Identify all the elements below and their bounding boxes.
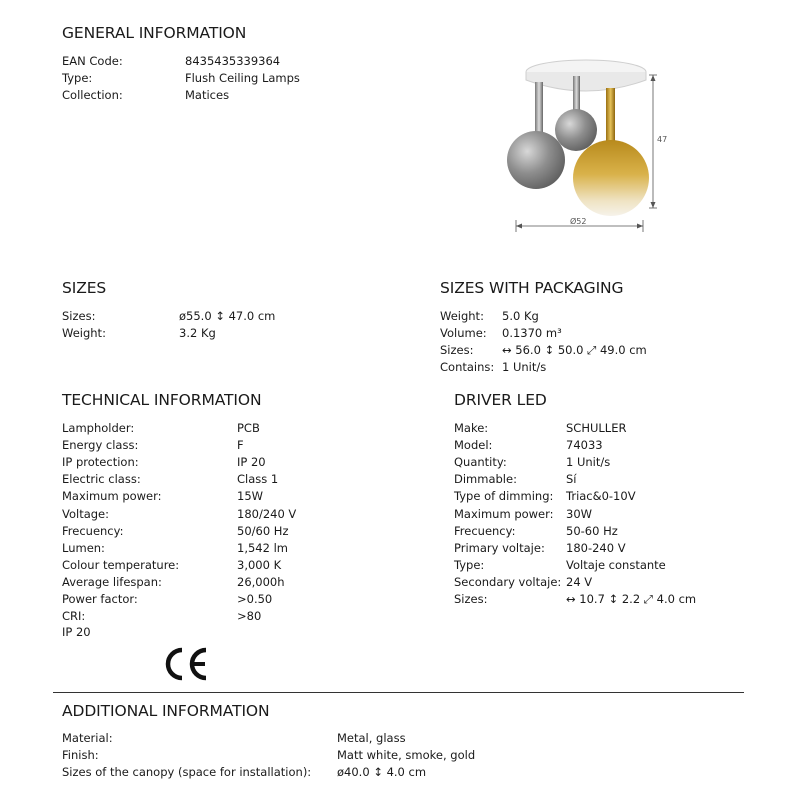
row-value: 15W bbox=[237, 489, 264, 504]
row-label: CRI: bbox=[62, 609, 86, 624]
row-value: 8435435339364 bbox=[185, 54, 281, 68]
row-label: Material: bbox=[62, 731, 113, 745]
section-divider bbox=[53, 692, 744, 693]
row-label: Volume: bbox=[440, 326, 487, 340]
row-label: Lampholder: bbox=[62, 421, 135, 435]
row-value: ø40.0 ↕ 4.0 cm bbox=[337, 765, 427, 779]
row-label: Power factor: bbox=[62, 592, 138, 606]
row-label: Collection: bbox=[62, 88, 123, 102]
row-value: 1 Unit/s bbox=[566, 455, 611, 470]
row-value: PCB bbox=[237, 421, 260, 435]
width-dimension-label: Ø52 bbox=[570, 217, 587, 226]
row-label: Type: bbox=[454, 557, 485, 572]
row-value: 1 Unit/s bbox=[502, 360, 547, 374]
row-value: IP 20 bbox=[237, 455, 266, 470]
row-value: SCHULLER bbox=[566, 421, 627, 435]
row-value: Triac&0-10V bbox=[566, 489, 636, 504]
additional-title: ADDITIONAL INFORMATION bbox=[62, 702, 270, 720]
row-value: 50/60 Hz bbox=[237, 523, 289, 538]
row-label: Finish: bbox=[62, 748, 99, 762]
row-label: Secondary voltaje: bbox=[454, 574, 562, 589]
row-value: 5.0 Kg bbox=[502, 309, 539, 323]
row-value: 30W bbox=[566, 506, 593, 521]
row-value: >0.50 bbox=[237, 592, 273, 606]
row-label: Model: bbox=[454, 438, 493, 453]
row-label: Contains: bbox=[440, 360, 495, 374]
row-value: Matices bbox=[185, 88, 230, 102]
row-label: Frecuency: bbox=[454, 523, 516, 538]
row-label: Type: bbox=[62, 71, 93, 85]
row-label: Sizes: bbox=[454, 592, 488, 606]
row-label: Energy class: bbox=[62, 438, 139, 453]
row-label: Dimmable: bbox=[454, 472, 517, 487]
row-value: 180/240 V bbox=[237, 506, 297, 521]
row-label: Sizes of the canopy (space for installation): bbox=[62, 765, 312, 779]
sizes-title: SIZES bbox=[62, 279, 107, 297]
row-value: Voltaje constante bbox=[566, 557, 666, 572]
general-title: GENERAL INFORMATION bbox=[62, 24, 247, 42]
row-label: Voltage: bbox=[62, 506, 110, 521]
row-label: Weight: bbox=[440, 309, 484, 323]
row-label: IP protection: bbox=[62, 455, 139, 470]
row-value: 1,542 lm bbox=[237, 540, 288, 555]
row-label: Primary voltaje: bbox=[454, 540, 545, 555]
row-label: Electric class: bbox=[62, 472, 141, 487]
row-label: Sizes: bbox=[62, 309, 96, 323]
packaging-title: SIZES WITH PACKAGING bbox=[440, 279, 624, 297]
driver-title: DRIVER LED bbox=[454, 391, 547, 409]
technical-title: TECHNICAL INFORMATION bbox=[62, 391, 262, 409]
row-value: ↔ 10.7 ↕ 2.2 ⤢ 4.0 cm bbox=[566, 592, 697, 606]
row-value: Matt white, smoke, gold bbox=[337, 748, 476, 762]
product-image bbox=[498, 58, 670, 242]
row-label: EAN Code: bbox=[62, 54, 123, 68]
row-value: ↔ 56.0 ↕ 50.0 ⤢ 49.0 cm bbox=[502, 343, 647, 357]
row-label: Quantity: bbox=[454, 455, 507, 470]
row-value: Metal, glass bbox=[337, 731, 406, 745]
row-value: 50-60 Hz bbox=[566, 523, 618, 538]
row-label: Average lifespan: bbox=[62, 574, 162, 589]
row-value: 26,000h bbox=[237, 574, 285, 589]
row-value: >80 bbox=[237, 609, 262, 624]
row-value: 74033 bbox=[566, 438, 603, 453]
row-label: Type of dimming: bbox=[454, 489, 554, 504]
row-label: Colour temperature: bbox=[62, 557, 180, 572]
row-label: Maximum power: bbox=[62, 489, 162, 504]
row-value: 0.1370 m³ bbox=[502, 326, 562, 340]
row-value: Sí bbox=[566, 472, 577, 487]
row-value: 24 V bbox=[566, 574, 593, 589]
technical-extra: IP 20 bbox=[62, 625, 91, 639]
row-value: F bbox=[237, 438, 244, 453]
ce-mark-icon bbox=[160, 644, 212, 684]
row-value: Class 1 bbox=[237, 472, 279, 487]
row-value: 180-240 V bbox=[566, 540, 626, 555]
row-label: Make: bbox=[454, 421, 489, 435]
row-label: Sizes: bbox=[440, 343, 474, 357]
height-dimension-label: 47 bbox=[657, 135, 668, 144]
row-value: 3,000 K bbox=[237, 557, 282, 572]
row-label: Frecuency: bbox=[62, 523, 124, 538]
row-label: Weight: bbox=[62, 326, 106, 340]
row-value: ø55.0 ↕ 47.0 cm bbox=[179, 309, 276, 323]
row-label: Lumen: bbox=[62, 540, 105, 555]
row-label: Maximum power: bbox=[454, 506, 554, 521]
row-value: Flush Ceiling Lamps bbox=[185, 71, 300, 85]
row-value: 3.2 Kg bbox=[179, 326, 216, 340]
